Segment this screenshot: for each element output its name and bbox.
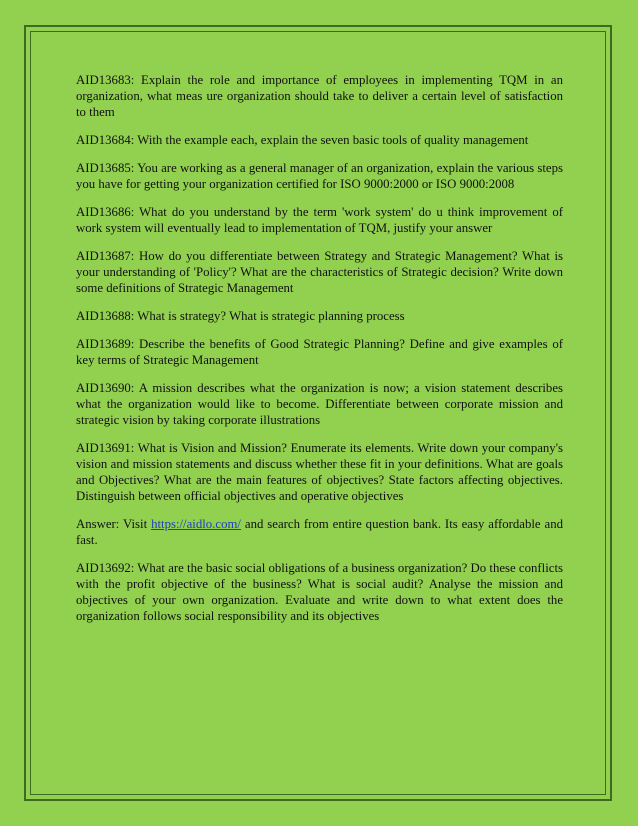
question-aid13692: AID13692: What are the basic social obligations of a business organization? Do these conflicts with the profit objective of the business? What is social audit? Analyse the mission and objectives of your own organization. Evaluate and write down to what extent does the organization follows social responsibility and its objectives bbox=[76, 561, 563, 623]
question-aid13684: AID13684: With the example each, explain the seven basic tools of quality management bbox=[76, 133, 529, 147]
question-aid13688: AID13688: What is strategy? What is strategic planning process bbox=[76, 309, 405, 323]
answer-prefix: Answer: Visit bbox=[76, 517, 152, 531]
answer-suffix: and search from entire question bank. Its easy affordable and fast. bbox=[76, 517, 563, 547]
question-aid13686: AID13686: What do you understand by the term 'work system' do u think improvement of work system will eventually lead to implementation of TQM, justify your answer bbox=[76, 205, 563, 235]
answer-paragraph bbox=[76, 516, 563, 548]
question-aid13689: AID13689: Describe the benefits of Good Strategic Planning? Define and give examples of key terms of Strategic Management bbox=[76, 337, 563, 367]
question-aid13691: AID13691: What is Vision and Mission? Enumerate its elements. Write down your company's vision and mission statements and discuss whether these fit in your definitions. What are goals and Objectives? What are the main features of objectives? State factors affecting objectives. Distinguish between official objectives and operative objectives bbox=[76, 441, 563, 503]
question-aid13687: AID13687: How do you differentiate between Strategy and Strategic Management? What is your understanding of 'Policy'? What are the characteristics of Strategic decision? Write down some definitions of Strategic Management bbox=[76, 249, 563, 295]
question-aid13685: AID13685: You are working as a general manager of an organization, explain the various steps you have for getting your organization certified for ISO 9000:2000 or ISO 9000:2008 bbox=[76, 161, 563, 191]
question-aid13690: AID13690: A mission describes what the organization is now; a vision statement describes what the organization would like to become. Differentiate between corporate mission and strategic vision by taking corporate illustrations bbox=[76, 381, 563, 427]
document-body bbox=[76, 72, 563, 636]
aidlo-link[interactable]: https://aidlo.com/ bbox=[151, 517, 241, 531]
question-aid13683: AID13683: Explain the role and importance of employees in implementing TQM in an organization, what meas ure organization should take to deliver a certain level of satisfaction to them bbox=[76, 73, 563, 119]
